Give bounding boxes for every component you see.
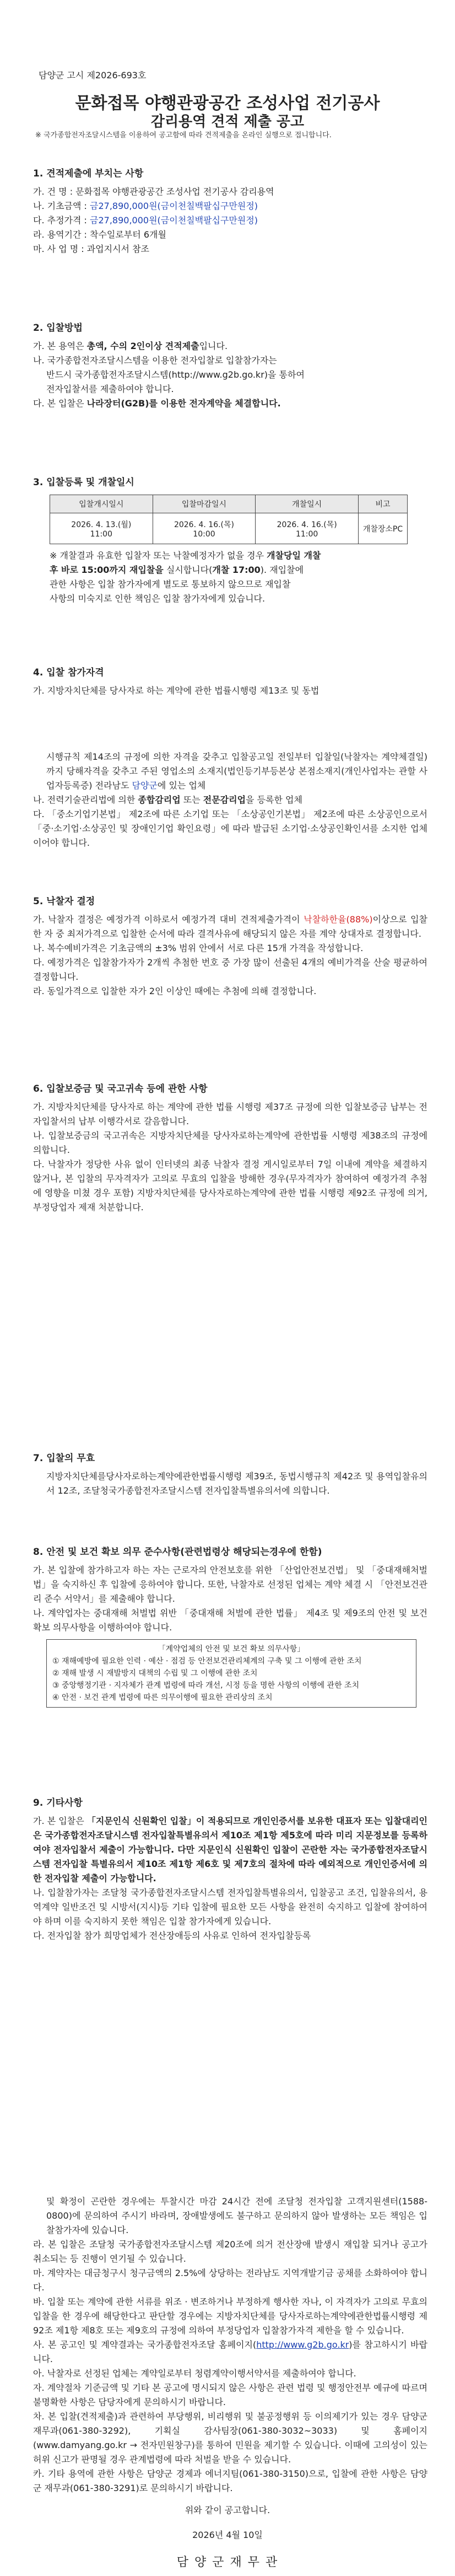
s9-line11: 카. 기타 용역에 관한 사항은 담양군 경제과 에너지팀(061-380-3150)으로, 입찰에 관한 사항은 담양군 재무과(061-380-3291)로 문의하시기 바랍니다. (33, 2468, 427, 2493)
notice-date: 2026년 4월 10일 (192, 2530, 263, 2540)
section-6-heading: 6. 입찰보증금 및 국고귀속 등에 관한 사항 (33, 1083, 208, 1094)
box-item: ③ 중앙행정기관 · 지자체가 관계 법령에 따라 개선, 시정 등을 명한 사항의 이행에 관한 조치 (52, 1681, 360, 1690)
s1-line5: 마. 사 업 명 : 과업지시서 참조 (33, 244, 150, 254)
s9-line9: 자. 계약절차 기준금액 및 기타 본 공고에 명시되지 않은 사항은 관련 법령 및 행정안전부 예규에 따르며 불명확한 사항은 담당자에게 문의하시기 바랍니다. (33, 2382, 427, 2407)
section-3-heading: 3. 입찰등록 및 개찰일시 (33, 477, 134, 488)
section-9-continued (33, 2194, 427, 2496)
s6-line1: 가. 지방자치단체를 당사자로 하는 계약에 관한 법률 시행령 제37조 규정에 의한 입찰보증금 납부는 전자입찰서의 납부 이행각서로 갈음합니다. (33, 1102, 427, 1126)
table-cell: 개찰장소PC (359, 513, 408, 544)
table-cell: 2026. 4. 13.(월) 11:00 (50, 513, 153, 544)
title-line1: 문화접목 야행관광공간 조성사업 전기공사 (75, 94, 380, 113)
s9-line7: 사. 본 공고인 및 계약결과는 국가종합전자조달 홈페이지(http://www.g2b.go.kr)를 참고하시기 바랍니다. (33, 2339, 427, 2364)
s1-line3: 다. 추정가격 : 금27,890,000원(금이천칠백팔십구만원정) (33, 215, 258, 226)
s5-line4: 라. 동일가격으로 입찰한 자가 2인 이상인 때에는 추첨에 의해 결정합니다. (33, 986, 317, 996)
section-1 (33, 165, 427, 256)
section-8 (33, 1544, 427, 1708)
section-1-heading: 1. 견적제출에 부치는 사항 (33, 168, 144, 179)
section-2 (33, 320, 427, 411)
table-header: 입찰개시일시 (50, 495, 153, 513)
s8-para2: 나. 계약업자는 중대재해 처벌법 위반 「중대재해 처벌에 관한 법률」 제4조 및 제9조의 안전 및 보건 확보 의무사항을 이행하여야 합니다. (33, 1608, 427, 1633)
s9-line4: 라. 본 입찰은 조달청 국가종합전자조달시스템 제20조에 의거 전산장애 발생시 재입찰 되거나 공고가 취소되는 등 진행이 연기될 수 있습니다. (33, 2239, 427, 2264)
box-item: ② 재해 발생 시 재발방지 대책의 수립 및 그 이행에 관한 조치 (52, 1669, 258, 1678)
section-9 (33, 1795, 427, 1943)
s4-paragraph: 시행규칙 제14조의 규정에 의한 자격을 갖추고 입찰공고일 전일부터 입찰일(낙찰자는 계약체결일)까지 당해자격을 갖추고 주된 영업소의 소재지(법인등기부등본상 본점소재지(개인사업자는 관할 사업자등록증) 전라남도 담양군에 있는 업체 나. 전력기술관리법에 의한 종합감리업 또는 전문감리업을 등록한 업체 다. 「중소기업기본법」 제2조에 따른 소기업 또는 「소상공인기본법」 제2조에 따른 소상공인으로서 「중·소기업·소상공인 및 장애인기업 확인요령」에 따라 발급된 소기업·소상공인확인서를 소지한 업체이어야 합니다. (33, 750, 427, 850)
s9-line6: 바. 입찰 또는 계약에 관한 서류를 위조 · 변조하거나 부정하게 행사한 자나, 이 자격자가 고의로 무효의 입찰을 한 경우에 해당한다고 판단할 경우에는 지방자치단체를 당사자로하는계약에관한법률시행령 제92조 제1항 제8호 또는 제9호의 규정에 의하여 부정당업자 입찰참가자격 제한을 할 수 있습니다. (33, 2296, 427, 2336)
s2-line2b: 반드시 국가종합전자조달시스템(http://www.g2b.go.kr)을 통하여 (46, 369, 305, 380)
s2-line2c: 전자입찰서를 제출하여야 합니다. (46, 384, 174, 394)
s9-line1: 가. 본 입찰은 「지문인식 신원확인 입찰」이 적용되므로 개인인증서를 보유한 대표자 또는 입찰대리인은 국가종합전자조달시스템 전자입찰특별유의서 제10조 제1항 제5호에 따라 미리 지문정보를 등록하여야 전자입찰서 제출이 가능합니다. 다만 지문인식 신원확인 입찰이 곤란한 자는 국가종합전자조달시스템 전자입찰 특별유의서 제10조 제1항 제6호 및 제7호의 절차에 따라 예외적으로 개인인증서에 의한 전자입찰 제출이 가능합니다. (33, 1816, 427, 1883)
safety-duties-box (46, 1639, 416, 1708)
s2-line2: 나. 국가종합전자조달시스템을 이용한 전자입찰로 입찰참가자는 (33, 355, 277, 366)
closing-text: 위와 같이 공고합니다. (185, 2505, 270, 2515)
table-header: 비고 (359, 495, 408, 513)
box-title: 「계약업체의 안전 및 보건 확보 의무사항」 (158, 1645, 305, 1654)
s5-line3: 다. 예정가격은 입찰참가자가 2개씩 추첨한 번호 중 가장 많이 선출된 4개의 예비가격을 산술 평균하여 결정합니다. (33, 957, 427, 982)
section-8-heading: 8. 안전 및 보건 확보 의무 준수사항(관련법령상 해당되는경우에 한함) (33, 1547, 322, 1558)
s4-line4: 다. 「중소기업기본법」 제2조에 따른 소기업 또는 「소상공인기본법」 제2조에 따른 소상공인으로서 「중·소기업·소상공인 및 장애인기업 확인요령」에 따라 발급된 소기업·소상공인확인서를 소지한 업체이어야 합니다. (33, 809, 427, 848)
s7-paragraph: 지방자치단체를당사자로하는계약에관한법률시행령 제39조, 동법시행규칙 제42조 및 용역입찰유의서 12조, 조달청국가종합전자조달시스템 전자입찰특별유의서에 의합니다. (46, 1471, 427, 1496)
s8-para1: 가. 본 입찰에 참가하고자 하는 자는 근로자의 안전보호를 위한 「산업안전보건법」 및 「중대재해처벌법」을 숙지하신 후 입찰에 응하여야 합니다. 또한, 낙찰자로 선정된 업체는 계약 체결 시 「안전보건관리 준수 서약서」를 제출해야 합니다. (33, 1565, 427, 1604)
signature: 담 양 군 재 무 관 (176, 2556, 279, 2569)
section-4-heading: 4. 입찰 참가자격 (33, 667, 104, 678)
section-5-heading: 5. 낙찰자 결정 (33, 896, 95, 907)
s9-line3: 다. 전자입찰 참가 희망업체가 전산장애등의 사유로 인하여 전자입찰등록 (33, 1930, 311, 1941)
s9-line8: 아. 낙찰자로 선정된 업체는 계약일로부터 청렴계약이행서약서를 제출하여야 합니다. (33, 2368, 356, 2379)
table-header: 개찰일시 (256, 495, 359, 513)
s9-line2: 나. 입찰참가자는 조달청 국가종합전자조달시스템 전자입찰특별유의서, 입찰공고 조건, 입찰유의서, 용역계약 일반조건 및 시방서(지시)등 기타 입찰에 필요한 모든 사항을 완전히 숙지하고 입찰에 참여하여야 하며 이를 숙지하지 못한 책임은 입찰 참가자에게 있습니다. (33, 1887, 427, 1926)
s1-line1: 가. 건 명 : 문화접목 야행관광공간 조성사업 전기공사 감리용역 (33, 186, 274, 197)
box-item: ① 재해예방에 필요한 인력 · 예산 · 점검 등 안전보건관리체계의 구축 및 그 이행에 관한 조치 (52, 1657, 362, 1666)
g2b-link[interactable]: http://www.g2b.go.kr (256, 2339, 349, 2350)
section-6 (33, 1081, 427, 1215)
s1-line4: 라. 용역기간 : 착수일로부터 6개월 (33, 229, 166, 240)
s2-line1: 가. 본 용역은 총액, 수의 2인이상 견적제출입니다. (33, 341, 228, 351)
s5-line2: 나. 복수예비가격은 기초금액의 ±3% 범위 안에서 서로 다른 15개 가격을 작성합니다. (33, 943, 364, 953)
table-cell: 2026. 4. 16.(목) 11:00 (256, 513, 359, 544)
title-line2: 감리용역 견적 제출 공고 (150, 114, 305, 130)
schedule-table (50, 495, 408, 544)
section-3 (33, 474, 427, 606)
section-5 (33, 893, 427, 999)
s6-line3: 다. 낙찰자가 정당한 사유 없이 인터넷의 최종 낙찰자 결정 게시일로부터 7일 이내에 계약을 체결하지 않거나, 본 입찰의 무자격자가 고의로 무효의 입찰을 방해한 경우(무자격자가 참여하여 예정가격 추첨에 영향을 미쳤 경우 포함) 지방자치단체를 당사자로하는계약에 관한 법률 시행령 제92조 규정에 의거, 부정당업자 제재 처분합니다. (33, 1159, 427, 1212)
s9-line5: 마. 계약자는 대금청구시 청구금액의 2.5%에 상당하는 전라남도 지역개발기금 공채를 소화하여야 합니다. (33, 2268, 427, 2293)
section-7-heading: 7. 입찰의 무효 (33, 1453, 95, 1464)
s6-line2: 나. 입찰보증금의 국고귀속은 지방자치단체를 당사자로하는계약에 관한법률 시행령 제38조의 규정에 의합니다. (33, 1130, 427, 1155)
document-number: 담양군 고시 제2026-693호 (39, 70, 147, 80)
s3-note: ※ 개찰결과 유효한 입찰자 또는 낙찰예정자가 없을 경우 개찰당일 개찰 후 바로 15:00까지 재입찰을 실시합니다(개찰 17:00). 재입찰에 관한 사항은 입찰 참가자에게 별도로 통보하지 않으므로 재입찰 사항의 미숙지로 인한 책임은 입찰 참가자에게 있습니다. (50, 550, 321, 604)
s9-line10: 차. 본 입찰(견적제출)과 관련하여 부당행위, 비리행위 및 불공정행위 등 이의제기가 있는 경우 담양군 재무과(061-380-3292), 기획실 감사팀장(061-380-3032~3033) 및 홈페이지(www.damyang.go.kr → 전자민원창구)를 통하여 민원을 제기할 수 있습니다. 이때에 고의성이 있는 허위 신고가 판명될 경우 관계법령에 따라 처벌을 받을 수 있습니다. (33, 2411, 427, 2465)
table-cell: 2026. 4. 16.(목) 10:00 (153, 513, 256, 544)
section-7 (33, 1450, 427, 1498)
section-4 (33, 664, 427, 698)
s1-line2: 나. 기초금액 : 금27,890,000원(금이천칠백팔십구만원정) (33, 201, 258, 211)
notice-text: ※ 국가종합전자조달시스템을 이용하여 공고함에 따라 견적제출을 온라인 실행으로 접니합니다. (35, 131, 332, 139)
s4-para-county: 담양군 (132, 780, 158, 791)
box-item: ④ 안전 · 보건 관계 법령에 따른 의무이행에 필요한 관리상의 조치 (52, 1693, 273, 1702)
s5-line1: 가. 낙찰자 결정은 예정가격 이하로서 예정가격 대비 견적제출가격이 낙찰하한율(88%)이상으로 입찰한 자 중 최저가격으로 입찰한 순서에 따라 결격사유에 해당되지 않은 자를 계약 상대자로 결정합니다. (33, 914, 428, 939)
table-header: 입찰마감일시 (153, 495, 256, 513)
section-2-heading: 2. 입찰방법 (33, 323, 83, 334)
s2-line3: 다. 본 입찰은 나라장터(G2B)를 이용한 전자계약을 체결합니다. (33, 398, 281, 409)
s4-line1: 가. 지방자치단체를 당사자로 하는 계약에 관한 법률시행령 제13조 및 동법 (33, 685, 319, 696)
section-9-heading: 9. 기타사항 (33, 1797, 83, 1808)
s9-line3b: 및 확정이 곤란한 경우에는 투찰시간 마감 24시간 전에 조달청 전자입찰 고객지원센터(1588-0800)에 문의하여 주시기 바라며, 장애발생에도 불구하고 문의하지 않아 발생하는 모든 책임은 입찰참가자에 있습니다. (46, 2196, 427, 2235)
s4-line3: 나. 전력기술관리법에 의한 종합감리업 또는 전문감리업을 등록한 업체 (33, 795, 302, 805)
s4-para-text: 시행규칙 제14조의 규정에 의한 자격을 갖추고 입찰공고일 전일부터 입찰일(낙찰자는 계약체결일)까지 당해자격을 갖추고 주된 영업소의 소재지(법인등기부등본상 본점소재지(개인사업자는 관할 사업자등록증) 전라남도 (46, 752, 427, 791)
